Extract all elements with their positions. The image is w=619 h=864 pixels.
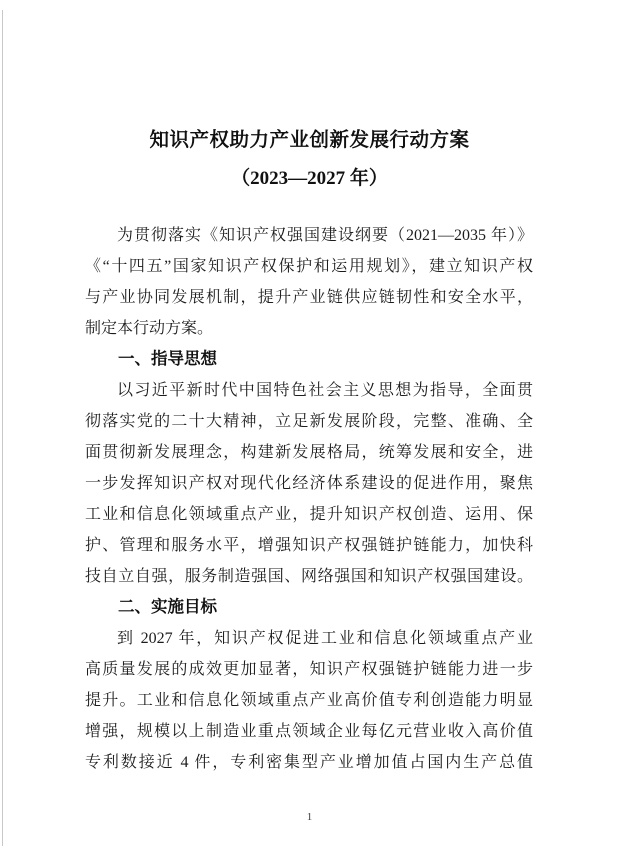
body-line: 高质量发展的成效更加显著，知识产权强链护链能力进一步 [85, 661, 533, 678]
body-line: 技自立自强，服务制造强国、网络强国和知识产权强国建设。 [85, 568, 533, 585]
body-line: 护、管理和服务水平，增强知识产权强链护链能力，加快科 [85, 537, 533, 554]
body-line: 到 2027 年，知识产权促进工业和信息化领域重点产业 [117, 630, 533, 647]
body-line: 一步发挥知识产权对现代化经济体系建设的促进作用，聚焦 [85, 475, 533, 492]
body-line: 与产业协同发展机制，提升产业链供应链韧性和安全水平， [85, 289, 533, 306]
body-line: 彻落实党的二十大精神，立足新发展阶段，完整、准确、全 [85, 413, 533, 430]
body-line: 专利数接近 4 件，专利密集型产业增加值占国内生产总值 [85, 754, 533, 771]
body-line: 提升。工业和信息化领域重点产业高价值专利创造能力明显 [85, 692, 533, 709]
section-heading: 二、实施目标 [118, 598, 217, 616]
section-heading: 一、指导思想 [118, 350, 217, 368]
body-line: 为贯彻落实《知识产权强国建设纲要（2021—2035 年）》 [117, 227, 533, 244]
body-line: 以习近平新时代中国特色社会主义思想为指导，全面贯 [117, 382, 533, 399]
body-line: 制定本行动方案。 [85, 320, 214, 337]
body-line: 面贯彻新发展理念，构建新发展格局，统筹发展和安全，进 [85, 444, 533, 461]
body-line: 《“十四五”国家知识产权保护和运用规划》，建立知识产权 [85, 258, 533, 275]
document-body [85, 220, 533, 778]
document-subtitle: （2023—2027 年） [231, 168, 388, 189]
body-line: 增强，规模以上制造业重点领域企业每亿元营业收入高价值 [85, 723, 533, 740]
document-title: 知识产权助力产业创新发展行动方案 [149, 130, 470, 151]
body-line: 工业和信息化领域重点产业，提升知识产权创造、运用、保 [85, 506, 533, 523]
page-number: 1 [306, 811, 313, 823]
